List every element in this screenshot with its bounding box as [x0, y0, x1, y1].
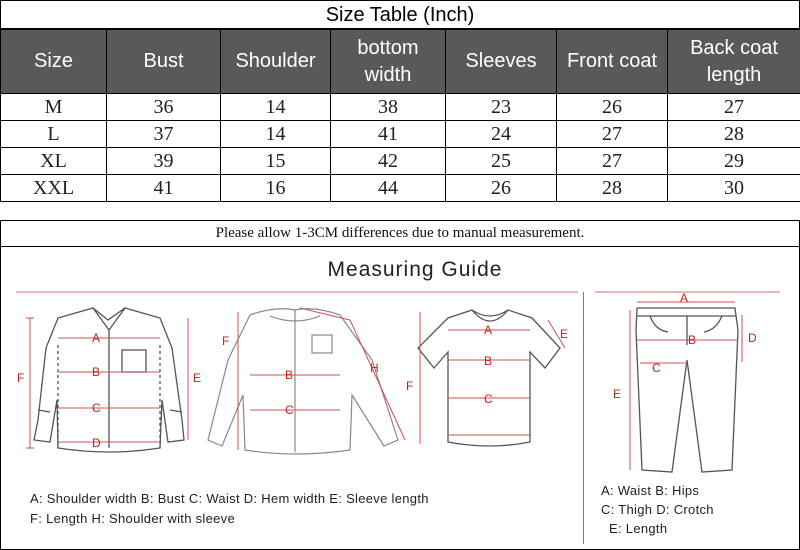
tshirt-label-e: E [560, 327, 569, 341]
shirt-label-f: F [17, 371, 25, 385]
size-table-title: Size Table (Inch) [0, 0, 800, 29]
header-shoulder: Shoulder [221, 30, 331, 94]
table-cell: 16 [221, 175, 331, 202]
shirt-label-b: B [92, 365, 101, 379]
jacket-icon [208, 309, 398, 454]
shirt-label-e: E [193, 371, 202, 385]
table-cell: XL [1, 148, 107, 175]
pants-label-e: E [613, 387, 622, 401]
header-size: Size [1, 30, 107, 94]
pants-icon [636, 308, 738, 472]
legend-top-line-2: F: Length H: Shoulder with sleeve [30, 511, 236, 526]
pants-label-b: B [688, 333, 697, 347]
jacket-measure-lines [238, 308, 405, 450]
table-cell: 25 [446, 148, 557, 175]
table-cell: 27 [557, 148, 668, 175]
table-cell: 23 [446, 94, 557, 121]
pants-label-a: A [680, 291, 689, 305]
table-cell: 14 [221, 121, 331, 148]
shirt-label-d: D [92, 436, 101, 450]
table-cell: 26 [557, 94, 668, 121]
table-cell: 37 [107, 121, 221, 148]
measurement-note: Please allow 1-3CM differences due to manual measurement. [0, 220, 800, 247]
legend-pants-line-3: E: Length [609, 521, 668, 536]
jacket-label-c: C [285, 403, 294, 417]
table-cell: 41 [107, 175, 221, 202]
header-bottom-width: bottom width [331, 30, 446, 94]
header-bust: Bust [107, 30, 221, 94]
table-cell: 30 [668, 175, 800, 202]
table-cell: M [1, 94, 107, 121]
pants-label-d: D [748, 331, 757, 345]
table-cell: 41 [331, 121, 446, 148]
jacket-label-f: F [222, 334, 230, 348]
tshirt-label-f: F [406, 379, 414, 393]
jacket-label-h: H [370, 361, 379, 375]
table-cell: 44 [331, 175, 446, 202]
table-cell: 14 [221, 94, 331, 121]
jacket-label-b: B [285, 368, 294, 382]
pants-label-c: C [652, 361, 661, 375]
table-cell: 38 [331, 94, 446, 121]
table-cell: 28 [557, 175, 668, 202]
legend-pants-line-1: A: Waist B: Hips [601, 483, 700, 498]
table-cell: 24 [446, 121, 557, 148]
table-cell: 42 [331, 148, 446, 175]
pants-measure-lines [630, 302, 742, 470]
table-cell: 29 [668, 148, 800, 175]
shirt-label-c: C [92, 401, 101, 415]
table-cell: 28 [668, 121, 800, 148]
legend-pants-line-2: C: Thigh D: Crotch [601, 502, 714, 517]
table-cell: 39 [107, 148, 221, 175]
table-cell: L [1, 121, 107, 148]
header-back-coat-length: Back coat length [668, 30, 800, 94]
legend-top-line-1: A: Shoulder width B: Bust C: Waist D: Hem width E: Sleeve length [30, 491, 429, 506]
shirt-icon [34, 308, 184, 452]
table-cell: 27 [668, 94, 800, 121]
tshirt-measure-lines [420, 312, 565, 444]
shirt-label-a: A [92, 331, 101, 345]
tshirt-label-c: C [484, 392, 493, 406]
tshirt-label-b: B [484, 354, 493, 368]
header-front-coat: Front coat [557, 30, 668, 94]
table-cell: 27 [557, 121, 668, 148]
table-cell: 26 [446, 175, 557, 202]
tshirt-label-a: A [484, 323, 493, 337]
table-cell: XXL [1, 175, 107, 202]
measuring-guide-title: Measuring Guide [327, 258, 503, 281]
table-cell: 36 [107, 94, 221, 121]
header-sleeves: Sleeves [446, 30, 557, 94]
table-cell: 15 [221, 148, 331, 175]
